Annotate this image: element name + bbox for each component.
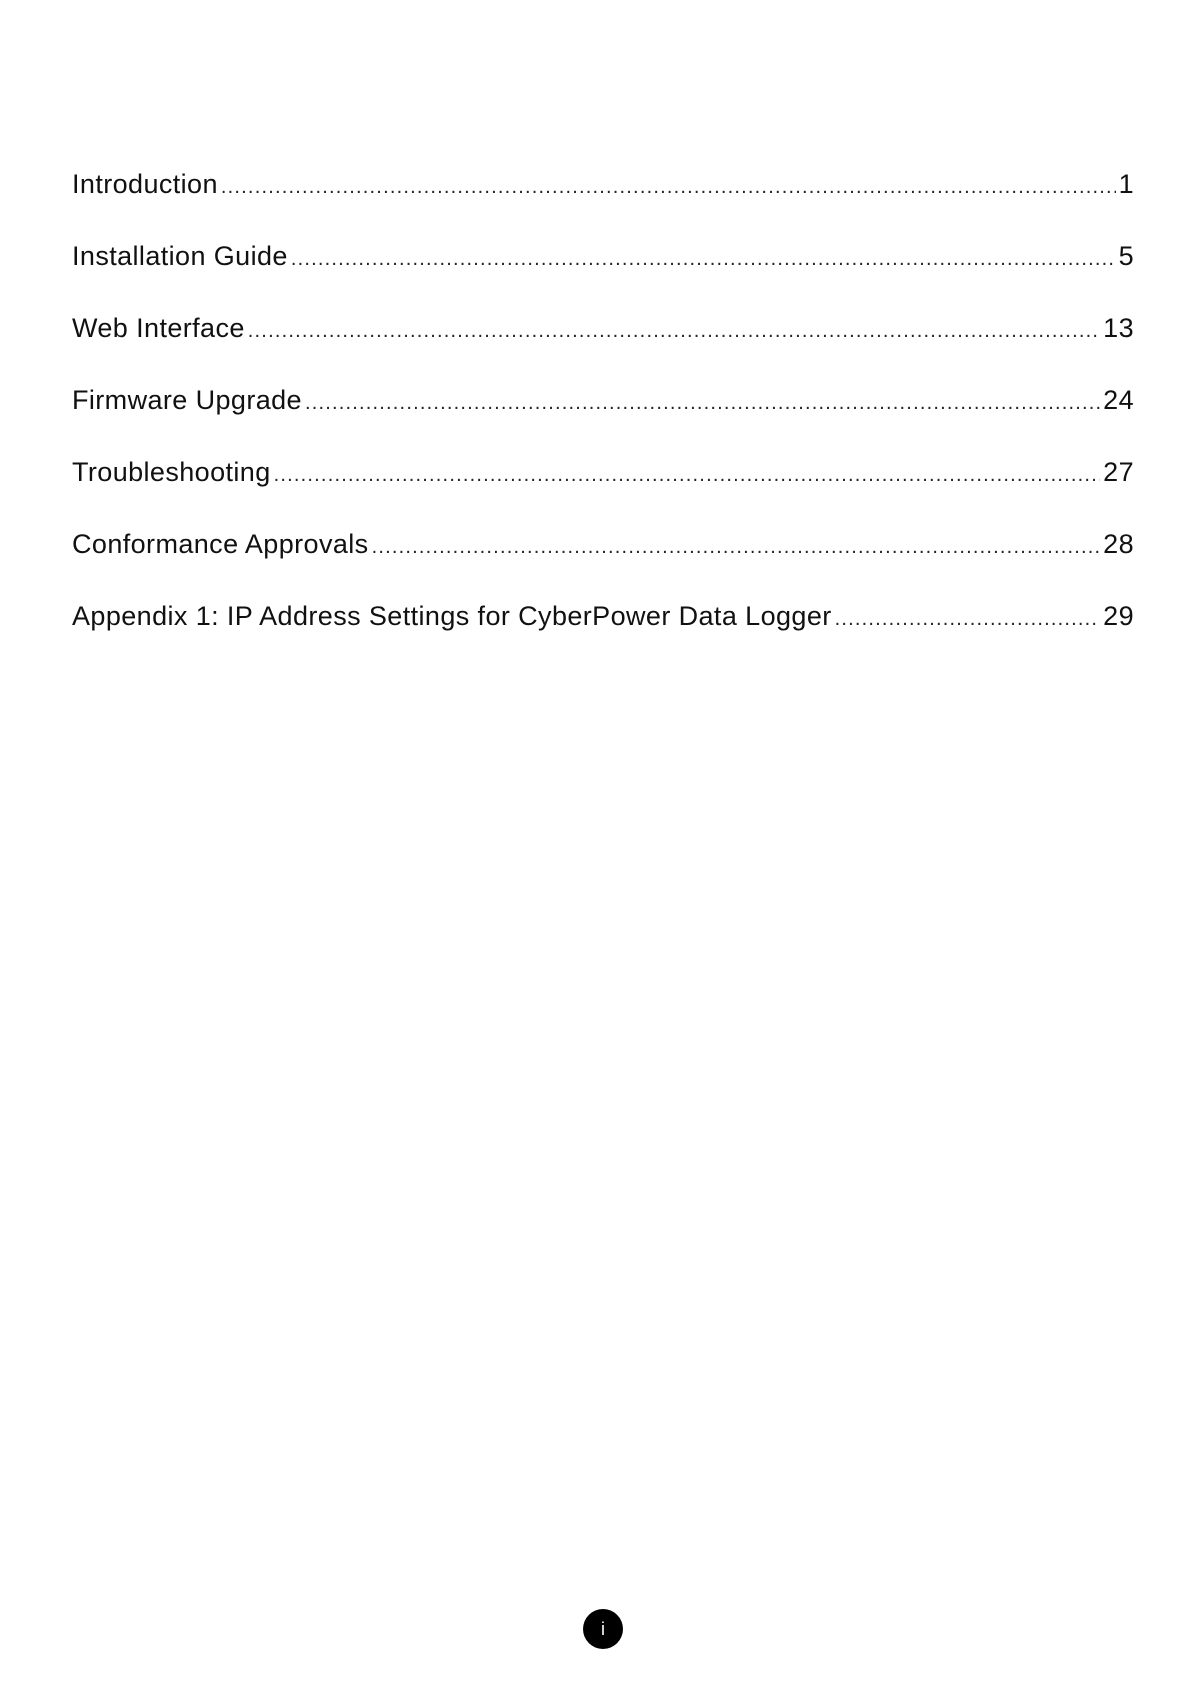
toc-entry-troubleshooting[interactable] (72, 452, 1134, 524)
toc-entry-web-interface[interactable] (72, 308, 1134, 380)
toc-dot-leader (274, 455, 1101, 495)
toc-entry-title: Troubleshooting (72, 457, 271, 487)
toc-entry-title: Introduction (72, 169, 218, 199)
toc-entry-title: Installation Guide (72, 241, 288, 271)
toc-entry-page: 1 (1118, 169, 1134, 199)
toc-entry-conformance-approvals[interactable] (72, 524, 1134, 596)
toc-entry-appendix-1[interactable] (72, 596, 1134, 668)
toc-entry-introduction[interactable] (72, 164, 1134, 236)
toc-entry-page: 13 (1103, 313, 1134, 343)
toc-entry-page: 29 (1103, 601, 1134, 631)
toc-entry-page: 27 (1103, 457, 1134, 487)
toc-dot-leader (835, 599, 1101, 639)
toc-dot-leader (305, 383, 1100, 423)
toc-dot-leader (291, 239, 1116, 279)
toc-entry-firmware-upgrade[interactable] (72, 380, 1134, 452)
toc-dot-leader (221, 167, 1116, 207)
toc-entry-title: Web Interface (72, 313, 245, 343)
toc-entry-title: Conformance Approvals (72, 529, 369, 559)
toc-entry-title: Firmware Upgrade (72, 385, 302, 415)
toc-dot-leader (372, 527, 1101, 567)
table-of-contents (72, 164, 1134, 668)
toc-entry-page: 5 (1118, 241, 1134, 271)
toc-entry-page: 24 (1103, 385, 1134, 415)
page-number-badge: i (583, 1609, 623, 1649)
toc-entry-title: Appendix 1: IP Address Settings for CyberPower Data Logger (72, 601, 832, 631)
toc-entry-installation-guide[interactable] (72, 236, 1134, 308)
toc-dot-leader (248, 311, 1100, 351)
toc-entry-page: 28 (1103, 529, 1134, 559)
